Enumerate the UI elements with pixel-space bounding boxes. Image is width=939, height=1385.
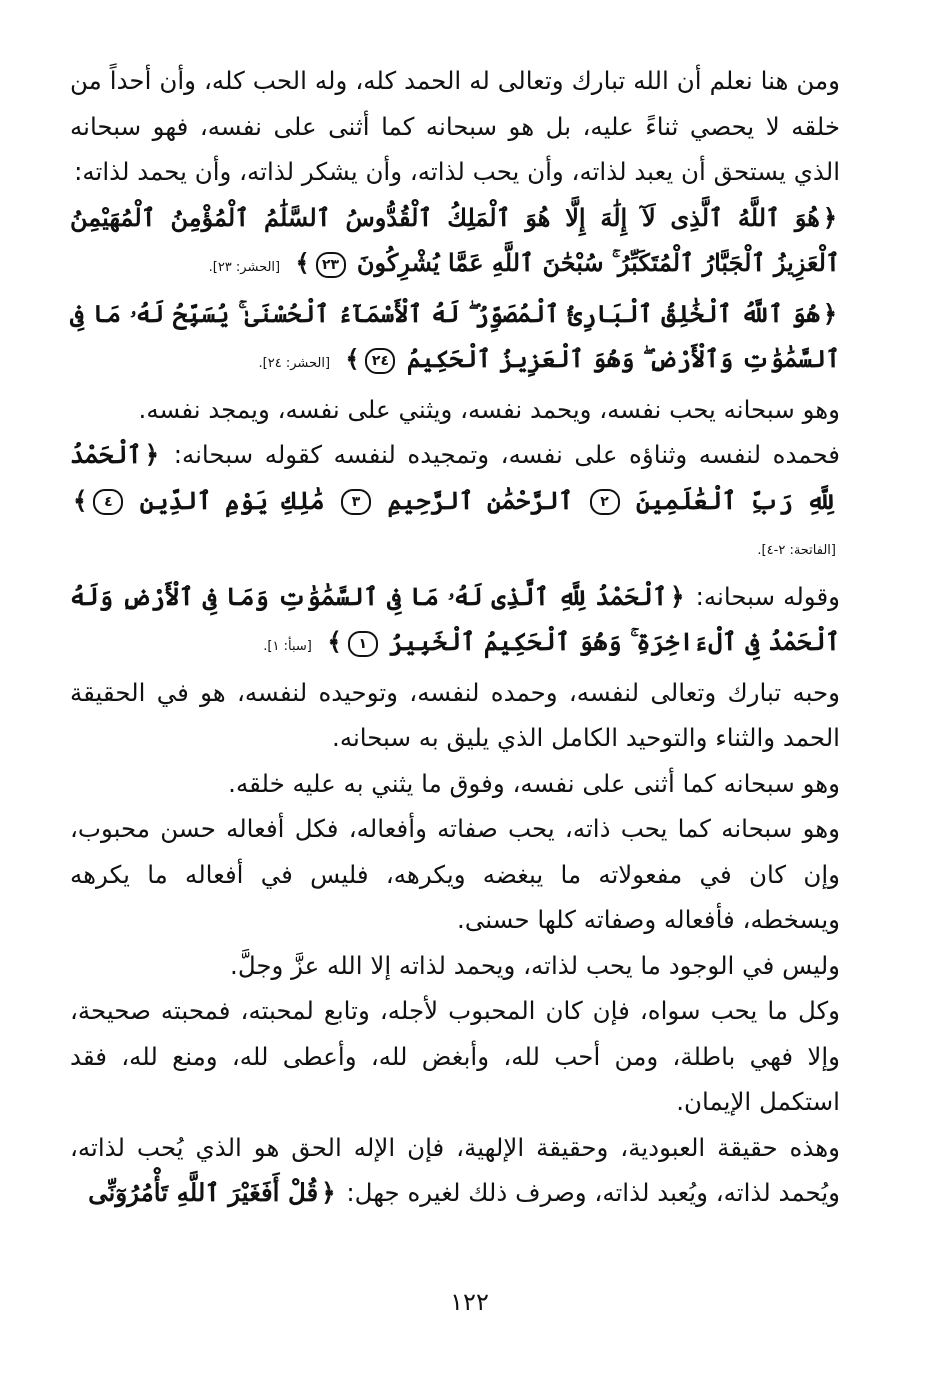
page-number: ١٢٢ (450, 1288, 489, 1316)
verse-open-bracket: ﴿ (822, 202, 837, 232)
verse-text: ٱلرَّحْمَٰنِ ٱلرَّحِيمِ (387, 485, 574, 515)
verse-text: مَٰلِكِ يَوْمِ ٱلدِّينِ (139, 485, 325, 515)
paragraph-10 (70, 1125, 840, 1216)
paragraph-text: وهذه حقيقة العبودية، وحقيقة الإلهية، فإن الإله الحق هو الذي يُحب لذاته، ويُحمد لذاته، ويُعبد لذاته، وصرف ذلك لغيره جهل: (70, 1132, 840, 1207)
paragraph-3 (70, 432, 840, 574)
paragraph-4 (70, 574, 840, 670)
paragraph-text: فحمده لنفسه وثناؤه على نفسه، وتمجيده لنفسه كقوله سبحانه: (173, 440, 840, 469)
ayah-number-marker: ٤ (93, 489, 123, 515)
verse-text: ٱلْحَمْدُ لِلَّهِ ٱلَّذِى لَهُۥ مَا فِى ٱلسَّمَٰوَٰتِ وَمَا فِى ٱلْأَرْضِ وَلَهُ ٱلْحَمْدُ فِى ٱلْءَاخِرَةِ ۚ وَهُوَ ٱلْحَكِيمُ ٱلْخَبِيرُ (70, 581, 840, 656)
verse-text: قُلْ أَفَغَيْرَ ٱللَّهِ تَأْمُرُوٓنِّى (88, 1178, 319, 1207)
ayah-number-marker: ٢ (590, 489, 620, 515)
verse-open-bracket: ﴿ (321, 1178, 336, 1207)
paragraph-7: وهو سبحانه كما يحب ذاته، يحب صفاته وأفعاله، فكل أفعاله حسن محبوب، وإن كان في مفعولاته ما يبغضه ويكرهه، فليس في أفعاله ما يكرهه ويسخطه، فأفعاله وصفاته كلها حسنى. (70, 814, 840, 934)
verse-reference: [الفاتحة: ٢-٤]. (757, 543, 836, 558)
verse-open-bracket: ﴿ (670, 581, 685, 611)
verse-reference: [سبأ: ١]. (263, 639, 312, 654)
paragraph-2: وهو سبحانه يحب نفسه، ويحمد نفسه، ويثني على نفسه، ويمجد نفسه. (138, 394, 840, 424)
paragraph-text: وقوله سبحانه: (695, 581, 840, 611)
verse-open-bracket: ﴿ (822, 298, 837, 328)
ayah-number-marker: ٢٣ (316, 252, 346, 278)
quran-verse-hashr-23 (70, 195, 840, 291)
page-body (70, 58, 840, 1216)
ayah-number-marker: ١ (348, 631, 378, 657)
verse-text: ٱلْحَمْدُ لِلَّهِ رَبِّ ٱلْعَٰلَمِينَ (70, 440, 836, 515)
quran-verse-zumar (88, 1178, 339, 1207)
verse-reference: [الحشر: ٢٣]. (208, 260, 281, 275)
verse-close-bracket: ﴾ (345, 344, 360, 373)
ayah-number-marker: ٢٤ (365, 348, 395, 374)
verse-open-bracket: ﴿ (144, 440, 160, 469)
paragraph-9: وكل ما يحب سواه، فإن كان المحبوب لأجله، وتابع لمحبته، فمحبته صحيحة، وإلا فهي باطلة، ومن أحب لله، وأبغض لله، وأعطى لله، ومنع لله، فقد استكمل الإيمان. (70, 996, 840, 1116)
verse-text: هُوَ ٱللَّهُ ٱلَّذِى لَآ إِلَٰهَ إِلَّا هُوَ ٱلْمَلِكُ ٱلْقُدُّوسُ ٱلسَّلَٰمُ ٱلْمُؤْمِنُ ٱلْمُهَيْمِنُ ٱلْعَزِيزُ ٱلْجَبَّارُ ٱلْمُتَكَبِّرُ ۚ سُبْحَٰنَ ٱللَّهِ عَمَّا يُشْرِكُونَ (70, 202, 840, 277)
paragraph-5: وحبه تبارك وتعالى لنفسه، وحمده لنفسه، وتوحيده لنفسه، هو في الحقيقة الحمد والثناء والتوحيد الكامل الذي يليق به سبحانه. (70, 677, 840, 752)
verse-text: هُوَ ٱللَّهُ ٱلْخَٰلِقُ ٱلْبَارِئُ ٱلْمُصَوِّرُ ۖ لَهُ ٱلْأَسْمَآءُ ٱلْحُسْنَىٰ ۚ يُسَبِّحُ لَهُۥ مَا فِى ٱلسَّمَٰوَٰتِ وَٱلْأَرْضِ ۖ وَهُوَ ٱلْعَزِيزُ ٱلْحَكِيمُ (70, 298, 840, 373)
verse-close-bracket: ﴾ (73, 485, 88, 515)
verse-close-bracket: ﴾ (327, 627, 342, 656)
ayah-number-marker: ٣ (341, 489, 371, 515)
paragraph-8: وليس في الوجود ما يحب لذاته، ويحمد لذاته إلا الله عزَّ وجلَّ. (230, 950, 840, 980)
quran-verse-hashr-24 (70, 291, 840, 387)
verse-close-bracket: ﴾ (295, 248, 310, 277)
paragraph-1: ومن هنا نعلم أن الله تبارك وتعالى له الحمد كله، وله الحب كله، وأن أحداً من خلقه لا يحصي ثناءً عليه، بل هو سبحانه كما أثنى على نفسه، فهو سبحانه الذي يستحق أن يعبد لذاته، وأن يحب لذاته، وأن يشكر لذاته، وأن يحمد لذاته: (70, 66, 840, 186)
verse-reference: [الحشر: ٢٤]. (258, 356, 331, 371)
paragraph-6: وهو سبحانه كما أثنى على نفسه، وفوق ما يثني به عليه خلقه. (228, 768, 840, 798)
